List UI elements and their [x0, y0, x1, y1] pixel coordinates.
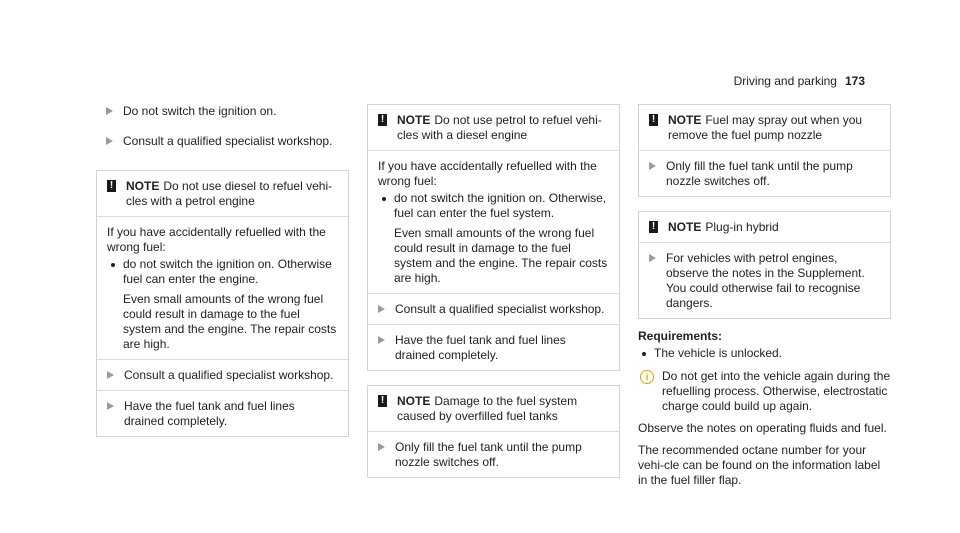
- note-header: [368, 386, 619, 431]
- note-box: [96, 170, 349, 437]
- section-title: Driving and parking: [733, 74, 837, 88]
- paragraph: Observe the notes on operating fluids and fuel.: [638, 421, 887, 435]
- bullet-text: do not switch the ignition on. Otherwise fuel can enter the engine.: [123, 257, 332, 286]
- warning-icon: !: [649, 221, 658, 233]
- step-text: Consult a qualified specialist workshop.: [124, 368, 334, 382]
- note-box: [367, 385, 620, 478]
- bullet-detail: Even small amounts of the wrong fuel could result in damage to the fuel system and the engine. The repair costs are high.: [123, 292, 337, 351]
- requirement-item: [638, 346, 891, 361]
- step: [97, 359, 348, 390]
- bullet-detail: Even small amounts of the wrong fuel could result in damage to the fuel system and the engine. The repair costs are high.: [394, 226, 608, 285]
- warning-icon: !: [649, 114, 658, 126]
- requirements-title: Requirements:: [638, 329, 723, 343]
- note-label: NOTE: [126, 179, 160, 193]
- note-label: NOTE: [668, 220, 702, 234]
- note-label: NOTE: [397, 394, 431, 408]
- step: [639, 150, 890, 196]
- note-label: NOTE: [668, 113, 702, 127]
- note-text: Plug-in hybrid: [705, 220, 779, 234]
- step: [639, 242, 890, 318]
- step-arrow-icon: [378, 443, 385, 451]
- step: [368, 293, 619, 324]
- step-text: Only fill the fuel tank until the pump nozzle switches off.: [395, 440, 582, 469]
- step-text: Do not switch the ignition on.: [123, 104, 277, 118]
- note-text: Damage to the fuel system caused by overfilled fuel tanks: [397, 394, 578, 423]
- bullet-item: [107, 257, 338, 287]
- warning-icon: !: [107, 180, 116, 192]
- requirement-text: The vehicle is unlocked.: [654, 346, 783, 360]
- step-arrow-icon: [378, 305, 385, 313]
- bullet-text: do not switch the ignition on. Otherwise, fuel can enter the fuel system.: [394, 191, 607, 220]
- note-header: [97, 171, 348, 216]
- step-arrow-icon: [106, 107, 113, 115]
- info-text: Do not get into the vehicle again during the refuelling process. Otherwise, electrostatic charge could build up again.: [662, 369, 891, 413]
- step-arrow-icon: [106, 137, 113, 145]
- step-text: Have the fuel tank and fuel lines drained completely.: [124, 399, 295, 428]
- column-1: [96, 96, 349, 437]
- note-box: [638, 104, 891, 197]
- step-text: Only fill the fuel tank until the pump nozzle switches off.: [666, 159, 853, 188]
- note-header: [639, 105, 890, 150]
- step-arrow-icon: [649, 254, 656, 262]
- warning-icon: !: [378, 395, 387, 407]
- note-label: NOTE: [397, 113, 431, 127]
- step: [96, 96, 349, 126]
- step-text: For vehicles with petrol engines, observe the notes in the Supplement. You could otherwise fail to recognise dangers.: [666, 251, 865, 310]
- info-icon: i: [640, 370, 654, 384]
- step-text: Consult a qualified specialist workshop.: [123, 134, 333, 148]
- step-arrow-icon: [107, 371, 114, 379]
- note-text: Do not use diesel to refuel vehi-cles with a petrol engine: [126, 179, 333, 208]
- note-header: [368, 105, 619, 150]
- step-arrow-icon: [649, 162, 656, 170]
- paragraph: The recommended octane number for your vehi-cle can be found on the information label in the fuel filler flap.: [638, 443, 881, 487]
- bullet-dot: [642, 352, 646, 356]
- step-arrow-icon: [378, 336, 385, 344]
- page-number: 173: [844, 74, 865, 88]
- note-intro: If you have accidentally refuelled with the wrong fuel:: [107, 225, 326, 254]
- note-body: [368, 150, 619, 293]
- step-arrow-icon: [107, 402, 114, 410]
- bullet-item: [378, 191, 609, 221]
- note-header: [639, 212, 890, 242]
- step-text: Consult a qualified specialist workshop.: [395, 302, 605, 316]
- note-text: Do not use petrol to refuel vehi-cles with a diesel engine: [397, 113, 602, 142]
- info-note: [638, 369, 891, 414]
- step: [368, 324, 619, 370]
- step-text: Have the fuel tank and fuel lines drained completely.: [395, 333, 566, 362]
- warning-icon: !: [378, 114, 387, 126]
- step: [368, 431, 619, 477]
- column-2: [367, 104, 620, 478]
- note-body: [97, 216, 348, 359]
- note-box: [367, 104, 620, 371]
- note-box: [638, 211, 891, 319]
- note-text: Fuel may spray out when you remove the fuel pump nozzle: [668, 113, 863, 142]
- column-3: [638, 104, 891, 488]
- bullet-dot: [382, 197, 386, 201]
- step: [97, 390, 348, 436]
- page-header: [734, 74, 865, 89]
- note-intro: If you have accidentally refuelled with the wrong fuel:: [378, 159, 597, 188]
- bullet-dot: [111, 263, 115, 267]
- step: [96, 126, 349, 156]
